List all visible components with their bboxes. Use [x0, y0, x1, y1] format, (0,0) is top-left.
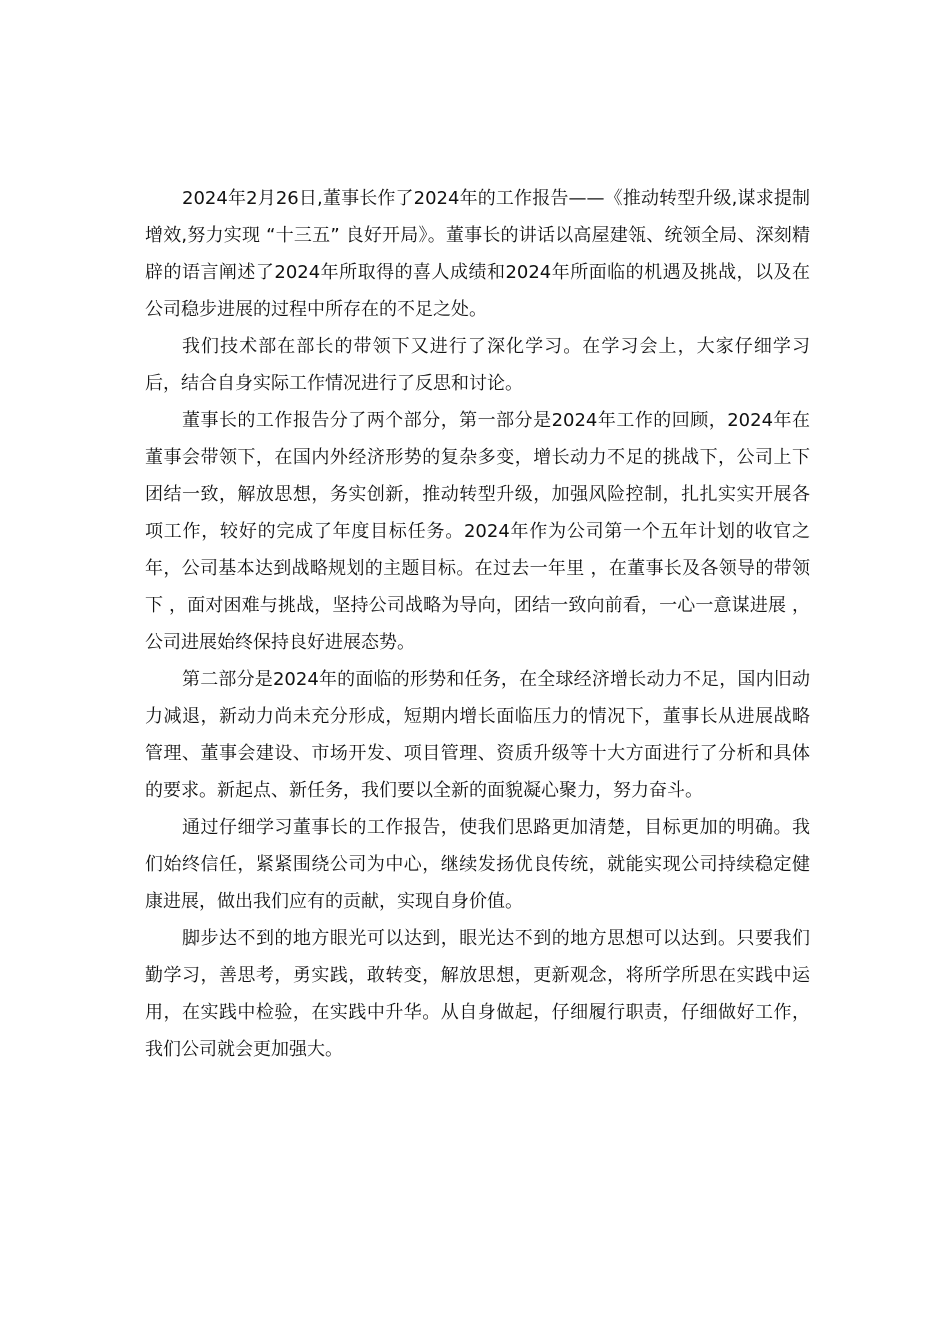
- paragraph-study-outcome: 通过仔细学习董事长的工作报告，使我们思路更加清楚，目标更加的明确。我们始终信任，紧紧围绕公司为中心，继续发扬优良传统，就能实现公司持续稳定健康进展，做出我们应有的贡献，实现自身价值。: [145, 817, 810, 912]
- document-body: [145, 180, 810, 1068]
- paragraph-tech-dept-study: 我们技术部在部长的带领下又进行了深化学习。在学习会上，大家仔细学习后，结合自身实际工作情况进行了反思和讨论。: [145, 336, 810, 394]
- paragraph-report-intro: 2024年2月26日,董事长作了2024年的工作报告——《推动转型升级,谋求提制增效,努力实现 “十三五” 良好开局》。董事长的讲话以高屋建瓴、统领全局、深刻精辟的语言阐述了2024年所取得的喜人成绩和2024年所面临的机遇及挑战，以及在公司稳步进展的过程中所存在的不足之处。: [145, 188, 810, 320]
- paragraph-part-one-review: 董事长的工作报告分了两个部分，第一部分是2024年工作的回顾，2024年在董事会带领下，在国内外经济形势的复杂多变，增长动力不足的挑战下，公司上下团结一致，解放思想，务实创新，推动转型升级，加强风险控制，扎扎实实开展各项工作，较好的完成了年度目标任务。2024年作为公司第一个五年计划的收官之年，公司基本达到战略规划的主题目标。在过去一年里 ，在董事长及各领导的带领下 ，面对困难与挑战，坚持公司战略为导向，团结一致向前看，一心一意谋进展 ，公司进展始终保持良好进展态势。: [145, 410, 810, 653]
- paragraph-part-two-tasks: 第二部分是2024年的面临的形势和任务，在全球经济增长动力不足，国内旧动力减退，新动力尚未充分形成，短期内增长面临压力的情况下，董事长从进展战略管理、董事会建设、市场开发、项目管理、资质升级等十大方面进行了分析和具体的要求。新起点、新任务，我们要以全新的面貌凝心聚力，努力奋斗。: [145, 669, 810, 801]
- paragraph-conclusion: 脚步达不到的地方眼光可以达到，眼光达不到的地方思想可以达到。只要我们勤学习，善思考，勇实践，敢转变，解放思想，更新观念，将所学所思在实践中运用，在实践中检验，在实践中升华。从自身做起，仔细履行职责，仔细做好工作，我们公司就会更加强大。: [145, 928, 810, 1060]
